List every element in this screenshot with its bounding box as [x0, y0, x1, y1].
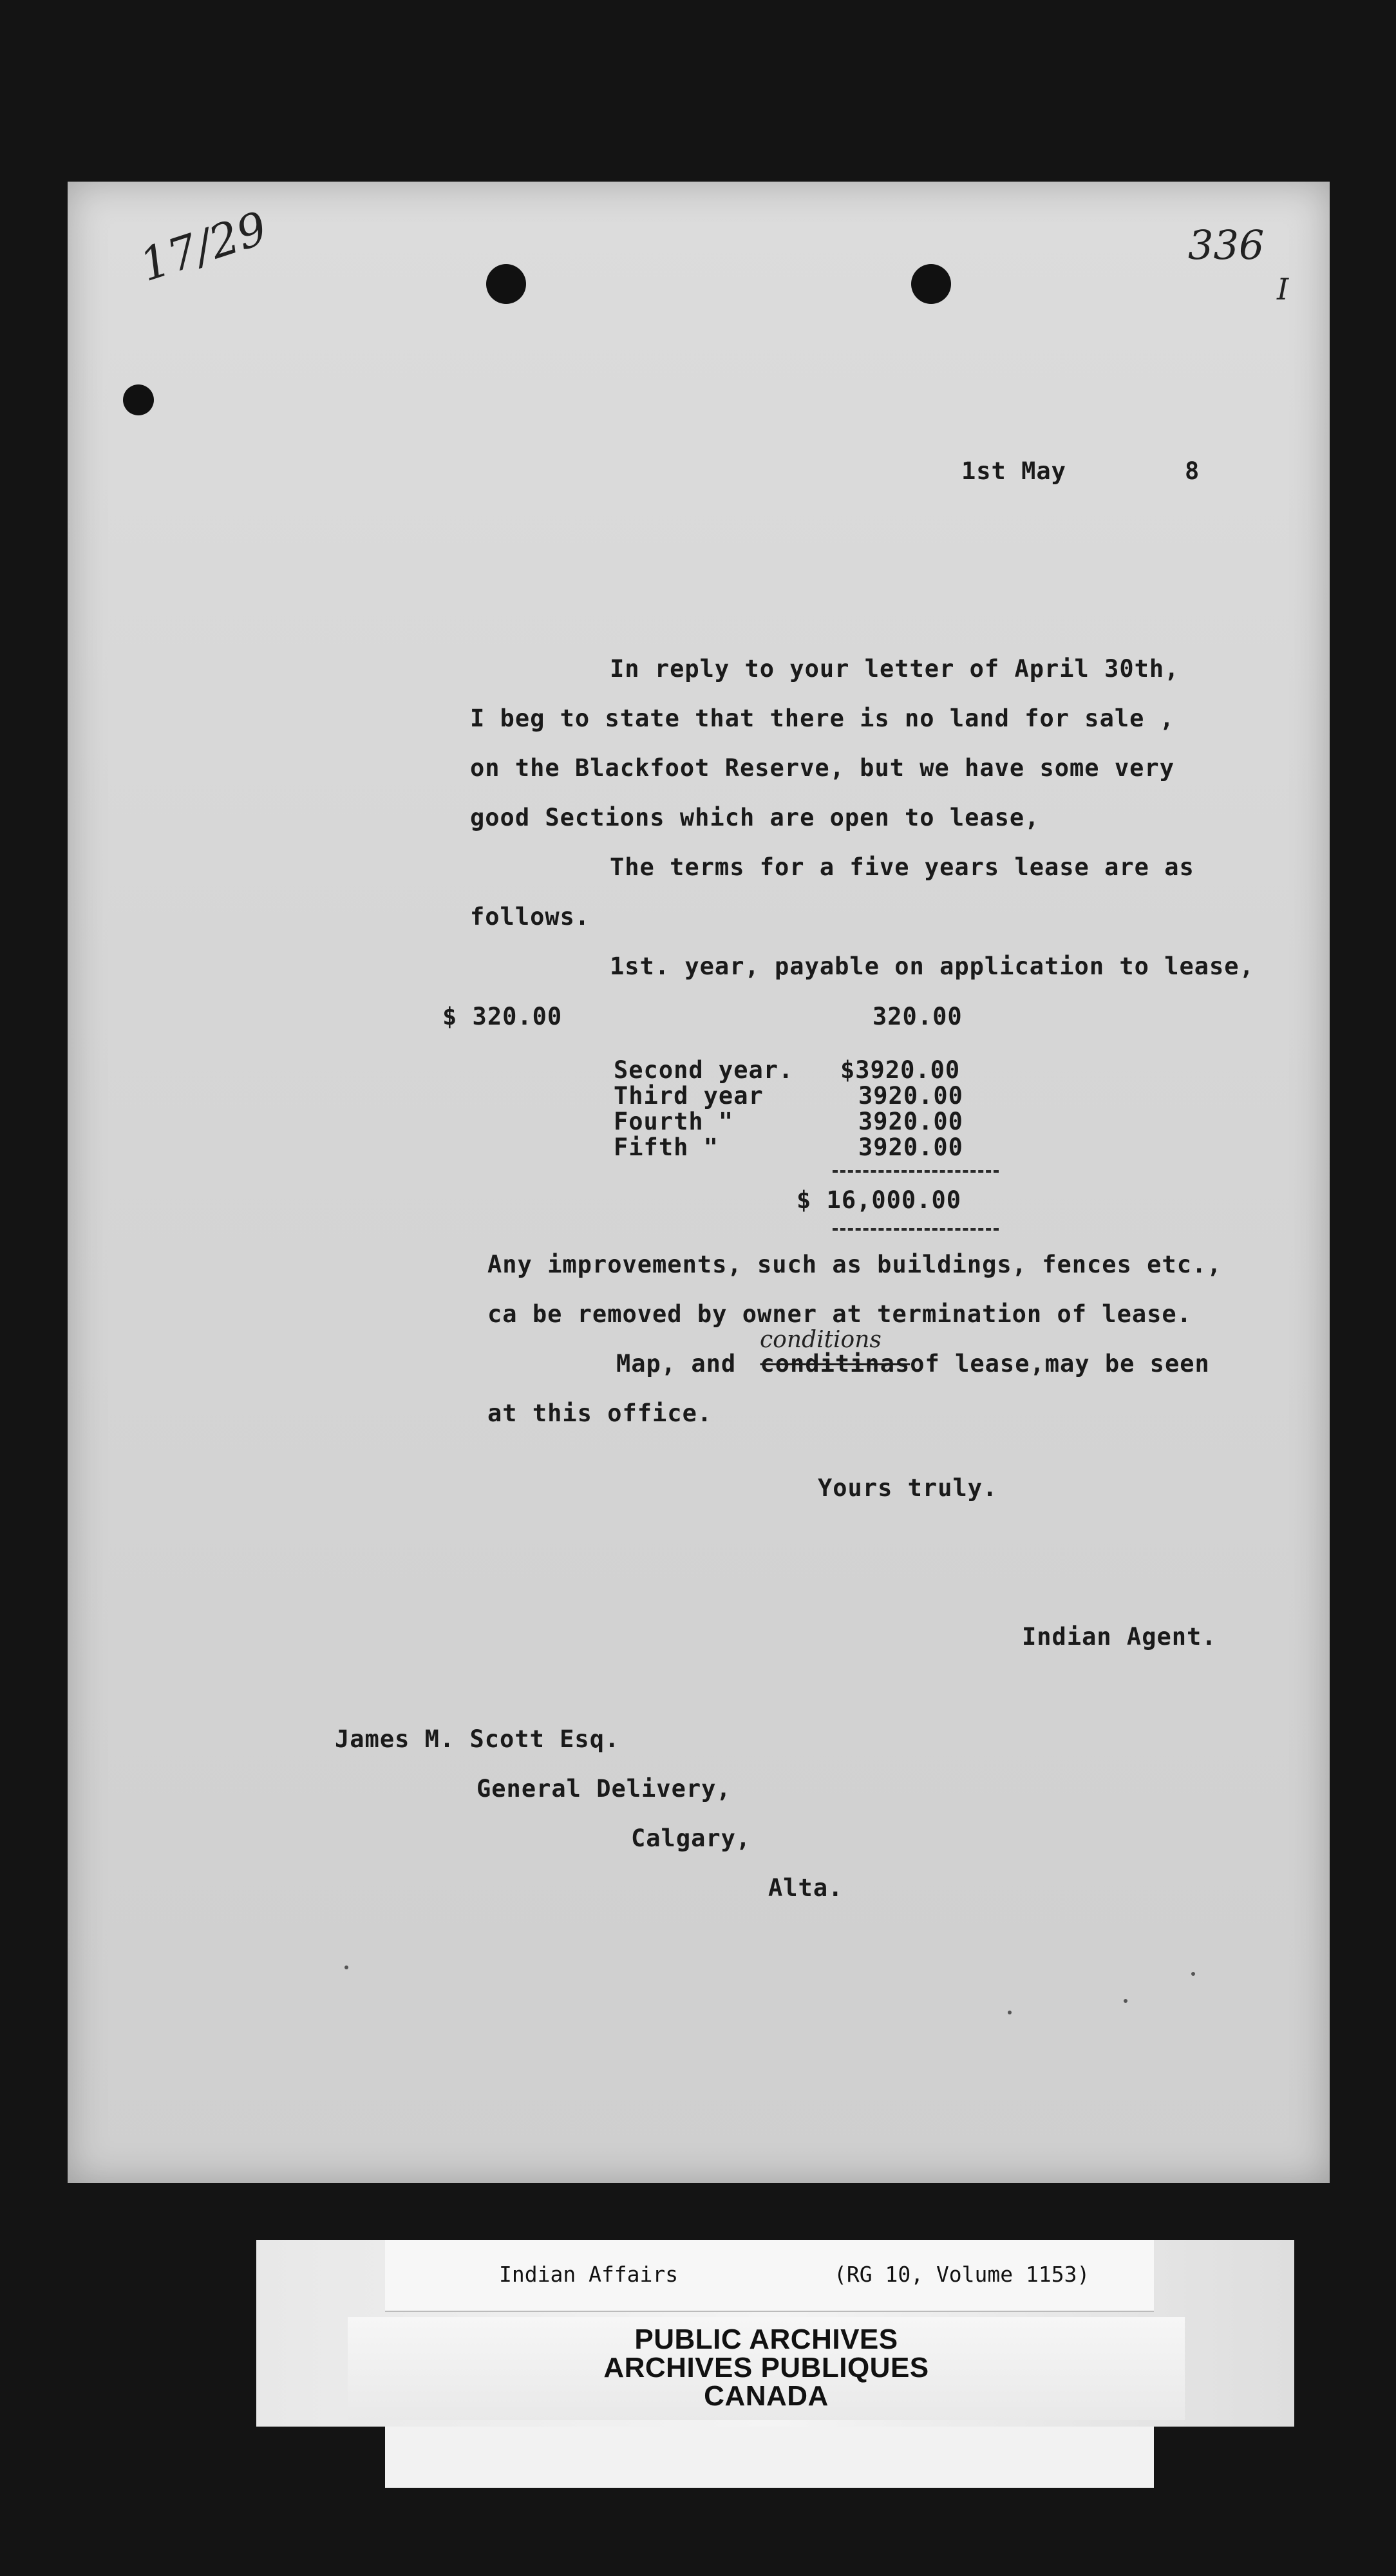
address-line: Calgary, [631, 1824, 751, 1852]
para3-line: Any improvements, such as buildings, fences etc., [487, 1251, 1222, 1278]
schedule-amount: 3920.00 [858, 1082, 963, 1110]
para1-line: good Sections which are open to lease, [470, 804, 1040, 831]
para1-line: I beg to state that there is no land for sale , [470, 705, 1174, 732]
schedule-total: $ 16,000.00 [797, 1186, 962, 1214]
collection-reference: (RG 10, Volume 1153) [834, 2262, 1090, 2287]
para4-line: at this office. [487, 1399, 713, 1427]
punch-hole [123, 384, 154, 415]
para1-line: on the Blackfoot Reserve, but we have some very [470, 754, 1174, 782]
handwritten-insertion: conditions [760, 1327, 882, 1353]
first-year-line: 1st. year, payable on application to lease, [610, 952, 1254, 980]
first-year-amount: 320.00 [873, 1003, 963, 1030]
schedule-amount: 3920.00 [858, 1133, 963, 1161]
letter-date: 1st May [961, 457, 1066, 485]
letter-year: 8 [1185, 457, 1200, 485]
punch-hole [911, 264, 951, 304]
signature-title: Indian Agent. [1022, 1623, 1217, 1651]
addressee-name: James M. Scott Esq. [335, 1725, 620, 1753]
collection-name: Indian Affairs [499, 2262, 679, 2287]
archive-name-fr: ARCHIVES PUBLIQUES [603, 2352, 929, 2383]
closing: Yours truly. [818, 1474, 998, 1502]
margin-mark: I [1277, 272, 1289, 307]
speck [1191, 1972, 1195, 1976]
schedule-amount: 3920.00 [858, 1108, 963, 1135]
para4-line [616, 1350, 1210, 1378]
total-rule-top [833, 1170, 999, 1173]
letter-page [68, 182, 1330, 2183]
archive-label-bottom [385, 2427, 1154, 2488]
folio-number: 336 [1188, 222, 1265, 269]
speck [344, 1965, 348, 1969]
schedule-label: Fifth " [614, 1133, 719, 1161]
address-line: Alta. [768, 1874, 844, 1902]
archive-name-en: PUBLIC ARCHIVES [634, 2324, 898, 2355]
schedule-label: Fourth " [614, 1108, 734, 1135]
schedule-amount: $3920.00 [840, 1056, 961, 1084]
total-rule-bottom [833, 1228, 999, 1231]
address-line: General Delivery, [476, 1775, 731, 1803]
speck [1124, 1999, 1127, 2003]
para3-line: ca be removed by owner at termination of lease. [487, 1300, 1192, 1328]
para2-line: follows. [470, 903, 590, 931]
para1-line: In reply to your letter of April 30th, [610, 655, 1180, 683]
para4-prefix: Map, and [616, 1350, 737, 1378]
para4-suffix: of lease,may be seen [910, 1350, 1210, 1378]
speck [1008, 2011, 1012, 2014]
margin-amount: $ 320.00 [442, 1003, 563, 1030]
schedule-label: Third year [614, 1082, 764, 1110]
struck-word: conditinas [760, 1350, 910, 1378]
para2-line: The terms for a five years lease are as [610, 853, 1194, 881]
schedule-label: Second year. [614, 1056, 794, 1084]
pencil-reference: 17/29 [133, 201, 274, 292]
archive-country: CANADA [704, 2380, 829, 2412]
punch-hole [486, 264, 526, 304]
